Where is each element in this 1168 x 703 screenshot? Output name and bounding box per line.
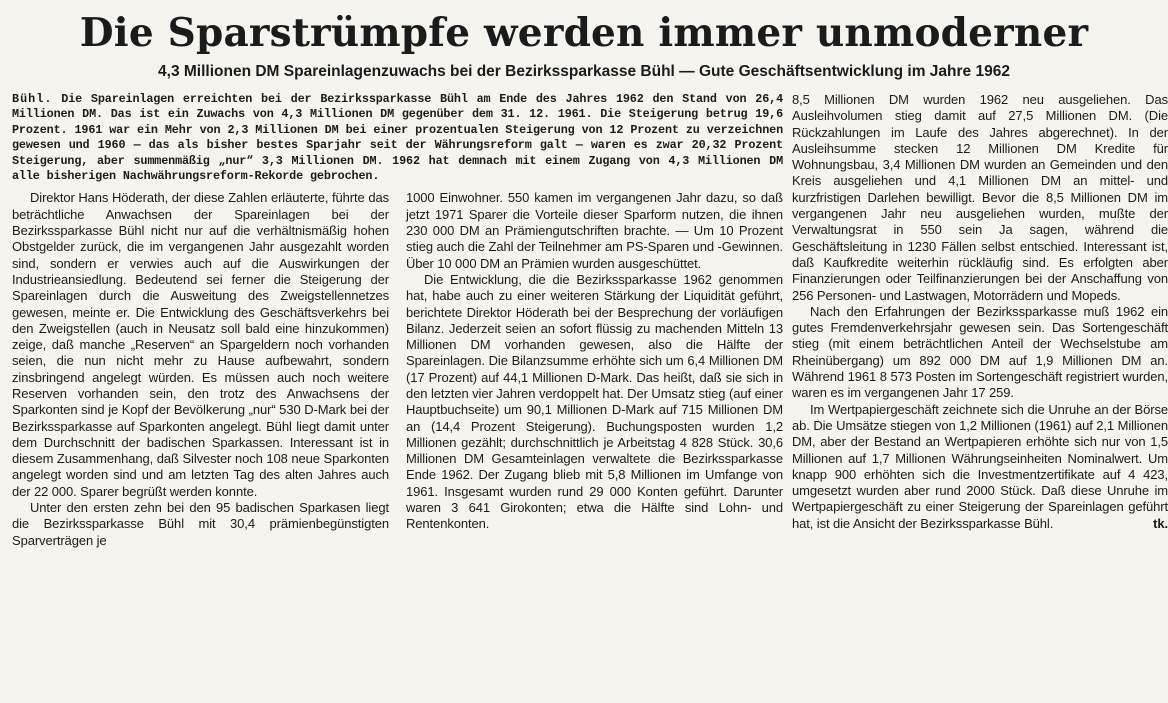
column-3 <box>792 92 1168 532</box>
two-column-text <box>12 190 783 549</box>
lead-paragraph <box>12 92 783 184</box>
col3-paragraph-1: 8,5 Millionen DM wurden 1962 neu ausgeliehen. Das Ausleihvolumen stieg damit auf 27,5 Millionen DM. (Die Rückzahlungen im Laufe des Jahres abgerechnet). In der Ausleihsumme stecken 12 Millionen DM Kredite für Wohnungsbau, 3,4 Millionen DM wurden an Gemeinden und den Kreis ausgeliehen und 4,1 Millionen DM an mittel- und kurzfristigen Darlehen bewilligt. Bevor die 8,5 Millionen DM im vergangenen Jahr neu ausgeliehen wurden, mußte der Verwaltungsrat in 550 sein Ja sagen, während die Geschäftsleitung in 1230 Fällen selbst entschied. Interessant ist, daß Kaufkredite weiterhin rückläufig sind. Es erfolgten aber Finanzierungen oder Teilfinanzierungen bei der Anschaffung von 256 Personen- und Lastwagen, Motorrädern und Mopeds. <box>792 92 1168 303</box>
author-signature: tk. <box>1153 515 1168 531</box>
col1-paragraph-1: Direktor Hans Höderath, der diese Zahlen erläuterte, führte das beträchtliche Anwachsen der Spareinlagen bei der Bezirkssparkasse Bühl nicht nur auf die verhältnismäßig hohen Obstgelder zurück, die im vergangenen Jahr ausgezahlt worden sind, sondern er verwies auch auf die Auswirkungen der Industrieansiedlung. Bedeutend sei ferner die Steigerung der Spareinlagen durch die Ausweitung des Zweigstellennetzes gewesen, meinte er. Die Entwicklung des Geschäftsverkehrs bei den Zweigstellen (auch in Neusatz soll bald eine hinzukommen) zeige, daß manche „Reserven“ an Spargeldern noch vorhanden seien, die nun nicht mehr zu Hause aufbewahrt, sondern zinsbringend angelegt würden. Es müssen auch noch weitere Reserven vorhanden sein, den trotz des Anwachsens der Sparkonten sind je Kopf der Bevölkerung „nur“ 530 D-Mark bei der Bezirkssparkasse auf Sparkonten angelegt. Bühl liegt damit unter dem Durchschnitt der badischen Sparkassen. Interessant ist in diesem Zusammenhang, daß Silvester noch 108 neue Sparkonten angelegt worden sind und am letzten Tag des alten Jahres auch der 22 000. Sparer begrüßt werden konnte. <box>12 190 389 499</box>
dateline: Bühl. <box>12 92 53 106</box>
col3-paragraph-2: Nach den Erfahrungen der Bezirkssparkasse muß 1962 ein gutes Fremdenverkehrsjahr gewesen sein. Das Sortengeschäft stieg (mit einem beträchtlichen Anteil der Wechselstube am Rheinübergang) um 892 000 DM auf 1,9 Millionen DM an. Während 1961 8 573 Posten im Sortengeschäft registriert wurden, waren es im vergangenen Jahr 17 259. <box>792 303 1168 401</box>
column-2 <box>406 190 783 549</box>
headline: Die Sparstrümpfe werden immer unmoderner <box>79 10 1089 56</box>
subheadline: 4,3 Millionen DM Spareinlagenzuwachs bei der Bezirkssparkasse Bühl — Gute Geschäftsentwicklung im Jahre 1962 <box>158 63 1010 80</box>
col2-paragraph-2: Die Entwicklung, die die Bezirkssparkasse 1962 genommen hat, habe auch zu einer weiteren Stärkung der Liquidität geführt, berichtete Direktor Höderath bei der Besprechung der vorläufigen Bilanz. Jederzeit seien an sofort flüssig zu machenden Mitteln 13 Millionen DM vorhanden gewesen, also die Hälfte der Spareinlagen. Die Bilanzsumme erhöhte sich um 6,4 Millionen DM (17 Prozent) auf 44,1 Millionen D-Mark. Das heißt, daß sie sich in den letzten vier Jahren verdoppelt hat. Der Umsatz stieg (auf einer Hauptbuchseite) um 90,1 Millionen D-Mark auf 715 Millionen DM an (14,4 Prozent Steigerung). Buchungsposten wurden 1,2 Millionen gezählt; durchschnittlich je Arbeitstag 4 828 Stück. 30,6 Millionen DM Gesamteinlagen verwaltete die Bezirkssparkasse Ende 1962. Der Zugang blieb mit 5,8 Millionen im Umfange von 1961. Insgesamt wurden rund 29 000 Konten geführt. Darunter waren 3 641 Girokonten; etwa die Hälfte sind Lohn- und Rentenkonten. <box>406 271 783 532</box>
col1-paragraph-2: Unter den ersten zehn bei den 95 badischen Sparkasen liegt die Bezirkssparkasse Bühl mit 30,4 prämienbegünstigten Sparverträgen je <box>12 500 389 548</box>
col3-paragraph-3 <box>792 402 1168 532</box>
left-area <box>12 92 783 549</box>
lead-text: Die Spareinlagen erreichten bei der Bezirkssparkasse Bühl am Ende des Jahres 1962 den Stand von 26,4 Millionen DM. Das ist ein Zuwachs von 4,3 Millionen DM gegenüber dem 31. 12. 1961. Die Steigerung betrug 19,6 Prozent. 1961 war ein Mehr von 2,3 Millionen DM bei einer prozentualen Steigerung von 12 Prozent zu verzeichnen gewesen und 1960 — das als bisher bestes Sparjahr seit der Währungsreform galt — waren es zwar 20,32 Prozent Steigerung, aber summenmäßig „nur“ 3,3 Millionen DM. 1962 hat demnach mit einem Zugang von 4,3 Millionen DM alle bisherigen Nachwährungsreform-Rekorde gebrochen. <box>12 92 783 184</box>
column-1 <box>12 190 389 549</box>
col2-paragraph-1: 1000 Einwohner. 550 kamen im vergangenen Jahr dazu, so daß jetzt 1971 Sparer die Vorteile dieser Sparform nutzen, die ihnen 230 000 DM an Prämiengutschriften brachte. — Um 10 Prozent stieg auch die Zahl der Teilnehmer am PS-Sparen und -Gewinnen. Über 10 000 DM an Prämien wurden ausgeschüttet. <box>406 190 783 271</box>
col3-paragraph-3-text: Im Wertpapiergeschäft zeichnete sich die Unruhe an der Börse ab. Die Umsätze stiegen von 1,2 Millionen (1961) auf 2,1 Millionen DM, aber der Bestand an Wertpapieren erhöhte sich nur von 1,5 Millionen auf 1,7 Millionen Währungseinheiten Nominalwert. Um knapp 900 erhöhten sich die Investmentzertifikate auf 4 423, umgesetzt wurden aber rund 2000 Stück. Daß diese Unruhe im Wertpapiergeschäft zu einer Steigerung der Spareinlagen geführt hat, ist die Ansicht der Bezirkssparkasse Bühl. <box>792 401 1168 531</box>
